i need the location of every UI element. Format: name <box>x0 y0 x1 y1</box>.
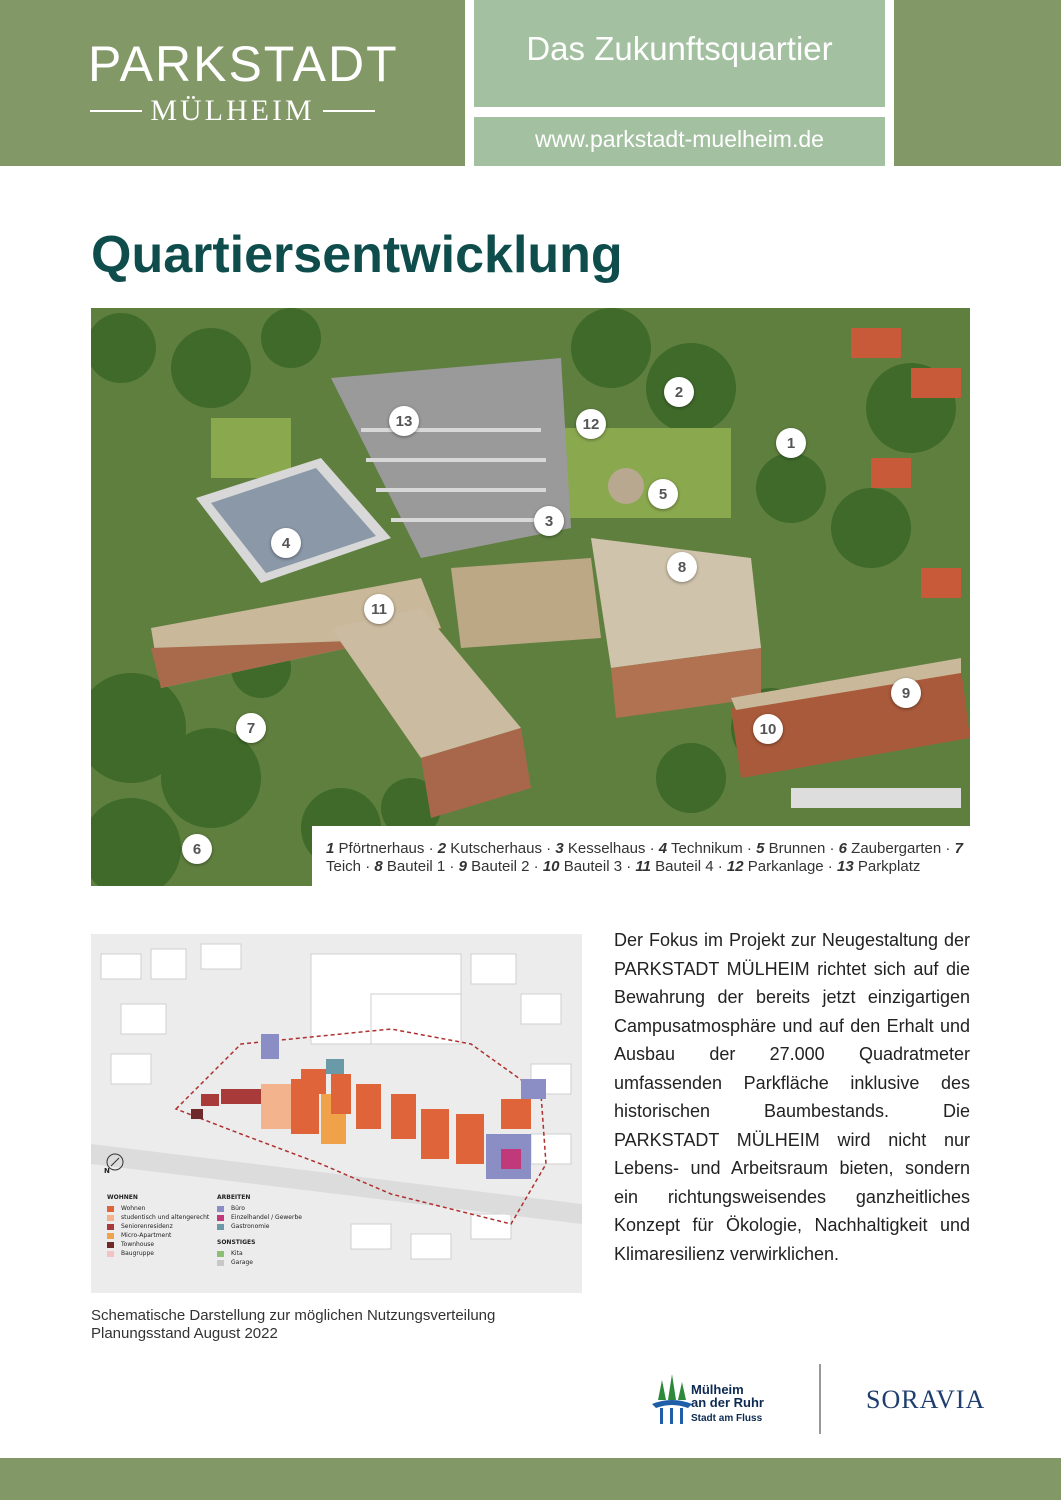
schematic-plan <box>91 934 582 1293</box>
parkstadt-logo-sub: MÜLHEIM <box>90 94 375 128</box>
muelheim-logo-sub: Stadt am Fluss <box>691 1413 763 1424</box>
aerial-legend: 1 Pförtnerhaus · 2 Kutscherhaus · 3 Kesselhaus · 4 Technikum · 5 Brunnen · 6 Zaubergarten · 7 Teich · 8 Bauteil 1 · 9 Bauteil 2 · 10 Bauteil 3 · 11 Bauteil 4 · 12 Parkanlage · 13 Parkplatz <box>326 840 963 875</box>
header-right-panel <box>894 0 1061 166</box>
marker-7: 7 <box>236 713 266 743</box>
legend-sonstiges: SONSTIGES Kita Garage <box>217 1239 256 1266</box>
marker-5: 5 <box>648 479 678 509</box>
marker-4: 4 <box>271 528 301 558</box>
marker-10: 10 <box>753 714 783 744</box>
header-url-link[interactable]: www.parkstadt-muelheim.de <box>535 126 824 152</box>
legend-arbeiten: ARBEITEN Büro Einzelhandel / Gewerbe Gastronomie <box>217 1194 302 1230</box>
footer-bar <box>0 1458 1061 1500</box>
marker-1: 1 <box>776 428 806 458</box>
parkstadt-logo: PARKSTADT <box>88 36 399 92</box>
marker-2: 2 <box>664 377 694 407</box>
schematic-north-label: N <box>104 1167 110 1175</box>
header-tagline: Das Zukunftsquartier <box>526 30 833 67</box>
logo-divider <box>819 1364 821 1434</box>
marker-8: 8 <box>667 552 697 582</box>
marker-6: 6 <box>182 834 212 864</box>
marker-3: 3 <box>534 506 564 536</box>
marker-11: 11 <box>364 594 394 624</box>
legend-wohnen: WOHNEN Wohnen studentisch und altengerecht Seniorenresidenz Micro-Apartment Townhouse Baugruppe <box>107 1194 210 1257</box>
muelheim-logo-text: Mülheim an der Ruhr <box>691 1382 764 1410</box>
body-paragraph: Der Fokus im Projekt zur Neugestaltung der PARKSTADT MÜLHEIM richtet sich auf die Bewahrung der bereits jetzt einzigartigen Campusatmosphäre und auf den Erhalt und Ausbau der 27.000 Quadratmeter umfassenden Parkfläche inklusive des historischen Baumbestands. Die PARKSTADT MÜLHEIM wird nicht nur Lebens- und Arbeitsraum bieten, sondern ein richtungsweisendes ganzheitliches Konzept für Ökologie, Nachhaltigkeit und Klimaresilienz verwirklichen. <box>614 930 970 1264</box>
marker-9: 9 <box>891 678 921 708</box>
marker-13: 13 <box>389 406 419 436</box>
page-title: Quartiersentwicklung <box>91 226 623 284</box>
schematic-caption: Schematische Darstellung zur möglichen Nutzungsverteilung Planungsstand August 2022 <box>91 1307 496 1342</box>
aerial-photo <box>91 308 970 886</box>
marker-12: 12 <box>576 409 606 439</box>
soravia-logo: SORAVIA <box>866 1385 986 1414</box>
